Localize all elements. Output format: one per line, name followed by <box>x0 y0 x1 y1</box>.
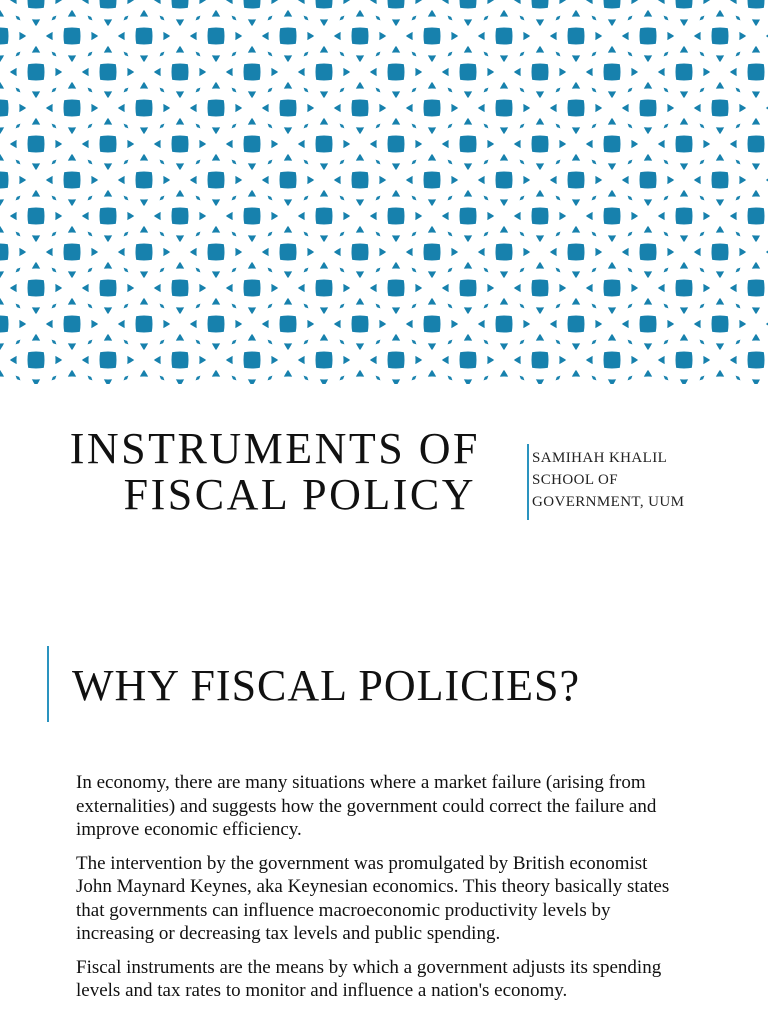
author-affiliation-line-1: SCHOOL OF <box>532 472 618 488</box>
section-accent-bar <box>47 646 49 722</box>
author-name: SAMIHAH KHALIL <box>532 450 668 466</box>
author-affiliation-line-2: GOVERNMENT, UUM <box>532 494 685 510</box>
decorative-pattern-banner <box>0 0 768 384</box>
section-body <box>76 771 676 1013</box>
author-accent-bar <box>527 444 529 520</box>
paragraph-2: The intervention by the government was promulgated by British economist John Maynard Keynes, aka Keynesian economics. This theory basically states that governments can influence macroeconomic productivity levels by increasing or decreasing tax levels and public spending. <box>76 852 670 944</box>
slide-title <box>0 426 480 518</box>
title-line-1: INSTRUMENTS OF <box>69 424 480 473</box>
author-info <box>532 447 684 513</box>
interlocking-circles-pattern <box>0 0 768 384</box>
title-line-2: FISCAL POLICY <box>123 470 476 519</box>
paragraph-3: Fiscal instruments are the means by which a government adjusts its spending levels and tax rates to monitor and influence a nation's economy. <box>76 956 662 1001</box>
paragraph-1: In economy, there are many situations where a market failure (arising from externalities) and suggests how the government could correct the failure and improve economic efficiency. <box>76 772 657 840</box>
section-heading: WHY FISCAL POLICIES? <box>72 661 581 710</box>
